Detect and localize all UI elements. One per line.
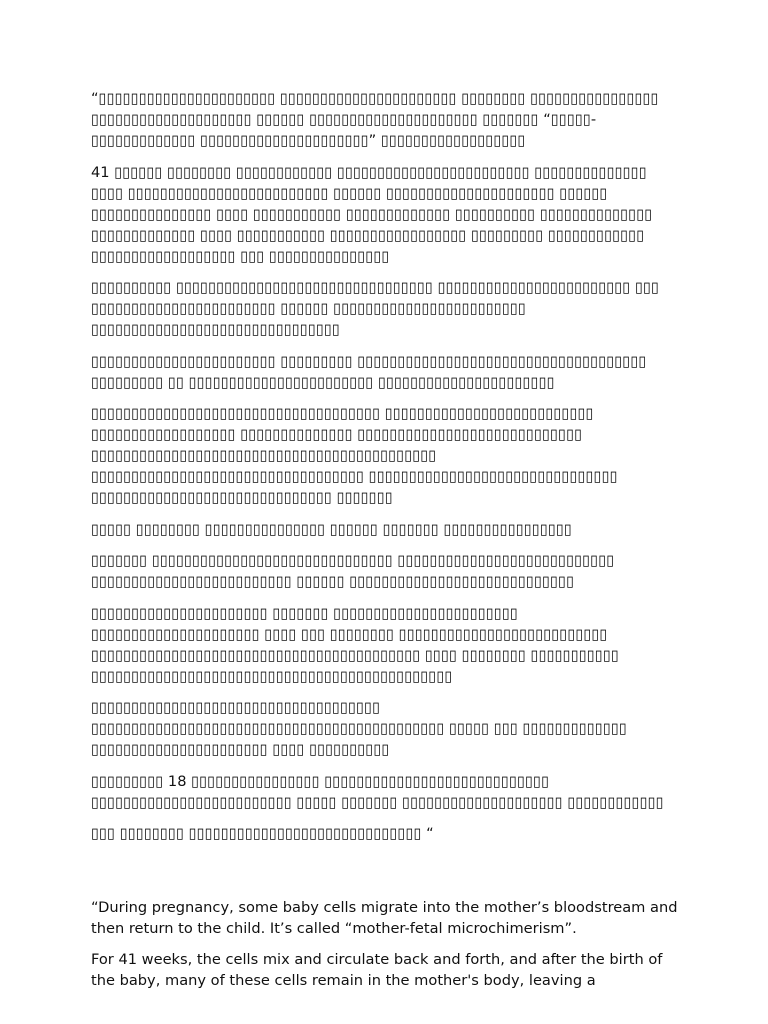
thai-paragraph: 41 ▯▯▯▯▯▯ ▯▯▯▯▯▯▯▯ ▯▯▯▯▯▯▯▯▯▯▯▯ ▯▯▯▯▯▯▯▯▯▯▯▯▯▯▯▯▯▯▯▯▯▯▯▯ ▯▯▯▯▯▯▯▯▯▯▯▯▯▯ ▯▯▯▯ ▯▯▯▯▯▯▯▯▯▯▯▯▯▯▯▯▯▯▯▯▯▯▯▯▯ ▯▯▯▯▯▯ ▯▯▯▯▯▯▯▯▯▯▯▯▯▯▯▯▯▯▯▯▯ ▯▯▯▯▯▯ ▯▯▯▯▯▯▯▯▯▯▯▯▯▯▯ ▯▯▯▯ ▯▯▯▯▯▯▯▯▯▯▯ ▯▯▯▯▯▯▯▯▯▯▯▯▯ ▯▯▯▯▯▯▯▯▯▯ ▯▯▯▯▯▯▯▯▯▯▯▯▯▯ ▯▯▯▯▯▯▯▯▯▯▯▯▯ ▯▯▯▯ ▯▯▯▯▯▯▯▯▯▯▯ ▯▯▯▯▯▯▯▯▯▯▯▯▯▯▯▯▯ ▯▯▯▯▯▯▯▯▯ ▯▯▯▯▯▯▯▯▯▯▯▯ ▯▯▯▯▯▯▯▯▯▯▯▯▯▯▯▯▯▯ ▯▯▯ ▯▯▯▯▯▯▯▯▯▯▯▯▯▯▯ — [91, 163, 653, 265]
english-paragraph: For 41 weeks, the cells mix and circulate back and forth, and after the birth of the baby, many of these cells remain in the mother's body, leaving a — [91, 951, 663, 989]
thai-paragraph: ▯▯▯ ▯▯▯▯▯▯▯▯ ▯▯▯▯▯▯▯▯▯▯▯▯▯▯▯▯▯▯▯▯▯▯▯▯▯▯▯▯▯ “ — [91, 825, 434, 842]
thai-paragraph: ▯▯▯▯▯▯▯ ▯▯▯▯▯▯▯▯▯▯▯▯▯▯▯▯▯▯▯▯▯▯▯▯▯▯▯▯▯▯ ▯▯▯▯▯▯▯▯▯▯▯▯▯▯▯▯▯▯▯▯▯▯▯▯▯▯▯ ▯▯▯▯▯▯▯▯▯▯▯▯▯▯▯▯▯▯▯▯▯▯▯▯▯ ▯▯▯▯▯▯ ▯▯▯▯▯▯▯▯▯▯▯▯▯▯▯▯▯▯▯▯▯▯▯▯▯▯▯▯ — [91, 552, 615, 590]
thai-paragraph: ▯▯▯▯▯▯▯▯▯▯▯▯▯▯▯▯▯▯▯▯▯▯▯▯▯▯▯▯▯▯▯▯▯▯▯▯ ▯▯▯▯▯▯▯▯▯▯▯▯▯▯▯▯▯▯▯▯▯▯▯▯▯▯ ▯▯▯▯▯▯▯▯▯▯▯▯▯▯▯▯▯▯ ▯▯▯▯▯▯▯▯▯▯▯▯▯▯ ▯▯▯▯▯▯▯▯▯▯▯▯▯▯▯▯▯▯▯▯▯▯▯▯▯▯▯▯ ▯▯▯▯▯▯▯▯▯▯▯▯▯▯▯▯▯▯▯▯▯▯▯▯▯▯▯▯▯▯▯▯▯▯▯▯▯▯▯▯▯▯▯ ▯▯▯▯▯▯▯▯▯▯▯▯▯▯▯▯▯▯▯▯▯▯▯▯▯▯▯▯▯▯▯▯▯▯ ▯▯▯▯▯▯▯▯▯▯▯▯▯▯▯▯▯▯▯▯▯▯▯▯▯▯▯▯▯▯▯ ▯▯▯▯▯▯▯▯▯▯▯▯▯▯▯▯▯▯▯▯▯▯▯▯▯▯▯▯▯▯ ▯▯▯▯▯▯▯ — [91, 405, 618, 506]
english-paragraph: “During pregnancy, some baby cells migrate into the mother’s bloodstream and then return to the child. It’s called “mother-fetal microchimerism”. — [91, 898, 678, 937]
thai-paragraph: “▯▯▯▯▯▯▯▯▯▯▯▯▯▯▯▯▯▯▯▯▯▯ ▯▯▯▯▯▯▯▯▯▯▯▯▯▯▯▯▯▯▯▯▯▯ ▯▯▯▯▯▯▯▯ ▯▯▯▯▯▯▯▯▯▯▯▯▯▯▯▯ ▯▯▯▯▯▯▯▯▯▯▯▯▯▯▯▯▯▯▯▯ ▯▯▯▯▯▯ ▯▯▯▯▯▯▯▯▯▯▯▯▯▯▯▯▯▯▯▯▯ ▯▯▯▯▯▯▯ “▯▯▯▯▯-▯▯▯▯▯▯▯▯▯▯▯▯▯ ▯▯▯▯▯▯▯▯▯▯▯▯▯▯▯▯▯▯▯▯▯” ▯▯▯▯▯▯▯▯▯▯▯▯▯▯▯▯▯▯ — [91, 90, 659, 149]
thai-paragraph: ▯▯▯▯▯ ▯▯▯▯▯▯▯▯ ▯▯▯▯▯▯▯▯▯▯▯▯▯▯▯ ▯▯▯▯▯▯ ▯▯▯▯▯▯▯ ▯▯▯▯▯▯▯▯▯▯▯▯▯▯▯▯ — [91, 520, 572, 538]
thai-text-section — [91, 88, 680, 844]
thai-paragraph: ▯▯▯▯▯▯▯▯▯▯ ▯▯▯▯▯▯▯▯▯▯▯▯▯▯▯▯▯▯▯▯▯▯▯▯▯▯▯▯▯▯▯▯ ▯▯▯▯▯▯▯▯▯▯▯▯▯▯▯▯▯▯▯▯▯▯▯▯ ▯▯▯ ▯▯▯▯▯▯▯▯▯▯▯▯▯▯▯▯▯▯▯▯▯▯▯ ▯▯▯▯▯▯ ▯▯▯▯▯▯▯▯▯▯▯▯▯▯▯▯▯▯▯▯▯▯▯▯ ▯▯▯▯▯▯▯▯▯▯▯▯▯▯▯▯▯▯▯▯▯▯▯▯▯▯▯▯▯▯▯ — [91, 279, 660, 338]
thai-paragraph: ▯▯▯▯▯▯▯▯▯▯▯▯▯▯▯▯▯▯▯▯▯▯▯ ▯▯▯▯▯▯▯▯▯ ▯▯▯▯▯▯▯▯▯▯▯▯▯▯▯▯▯▯▯▯▯▯▯▯▯▯▯▯▯▯▯▯▯▯▯▯ ▯▯▯▯▯▯▯▯▯ ▯▯ ▯▯▯▯▯▯▯▯▯▯▯▯▯▯▯▯▯▯▯▯▯▯▯ ▯▯▯▯▯▯▯▯▯▯▯▯▯▯▯▯▯▯▯▯▯▯ — [91, 352, 647, 391]
thai-paragraph: ▯▯▯▯▯▯▯▯▯ 18 ▯▯▯▯▯▯▯▯▯▯▯▯▯▯▯▯ ▯▯▯▯▯▯▯▯▯▯▯▯▯▯▯▯▯▯▯▯▯▯▯▯▯▯▯▯ ▯▯▯▯▯▯▯▯▯▯▯▯▯▯▯▯▯▯▯▯▯▯▯▯▯ ▯▯▯▯▯ ▯▯▯▯▯▯▯ ▯▯▯▯▯▯▯▯▯▯▯▯▯▯▯▯▯▯▯▯ ▯▯▯▯▯▯▯▯▯▯▯▯ — [91, 772, 664, 811]
english-text-section — [91, 897, 680, 992]
thai-paragraph: ▯▯▯▯▯▯▯▯▯▯▯▯▯▯▯▯▯▯▯▯▯▯▯▯▯▯▯▯▯▯▯▯▯▯▯▯ ▯▯▯▯▯▯▯▯▯▯▯▯▯▯▯▯▯▯▯▯▯▯▯▯▯▯▯▯▯▯▯▯▯▯▯▯▯▯▯▯▯▯▯▯ ▯▯▯▯▯ ▯▯▯ ▯▯▯▯▯▯▯▯▯▯▯▯▯ ▯▯▯▯▯▯▯▯▯▯▯▯▯▯▯▯▯▯▯▯▯▯ ▯▯▯▯ ▯▯▯▯▯▯▯▯▯▯ — [91, 699, 627, 758]
section-spacer — [91, 855, 680, 897]
thai-paragraph: ▯▯▯▯▯▯▯▯▯▯▯▯▯▯▯▯▯▯▯▯▯▯ ▯▯▯▯▯▯▯ ▯▯▯▯▯▯▯▯▯▯▯▯▯▯▯▯▯▯▯▯▯▯▯ ▯▯▯▯▯▯▯▯▯▯▯▯▯▯▯▯▯▯▯▯▯ ▯▯▯▯ ▯▯▯ ▯▯▯▯▯▯▯▯ ▯▯▯▯▯▯▯▯▯▯▯▯▯▯▯▯▯▯▯▯▯▯▯▯▯▯ ▯▯▯▯▯▯▯▯▯▯▯▯▯▯▯▯▯▯▯▯▯▯▯▯▯▯▯▯▯▯▯▯▯▯▯▯▯▯▯▯▯ ▯▯▯▯ ▯▯▯▯▯▯▯▯ ▯▯▯▯▯▯▯▯▯▯▯ ▯▯▯▯▯▯▯▯▯▯▯▯▯▯▯▯▯▯▯▯▯▯▯▯▯▯▯▯▯▯▯▯▯▯▯▯▯▯▯▯▯▯▯▯▯ — [91, 604, 619, 685]
